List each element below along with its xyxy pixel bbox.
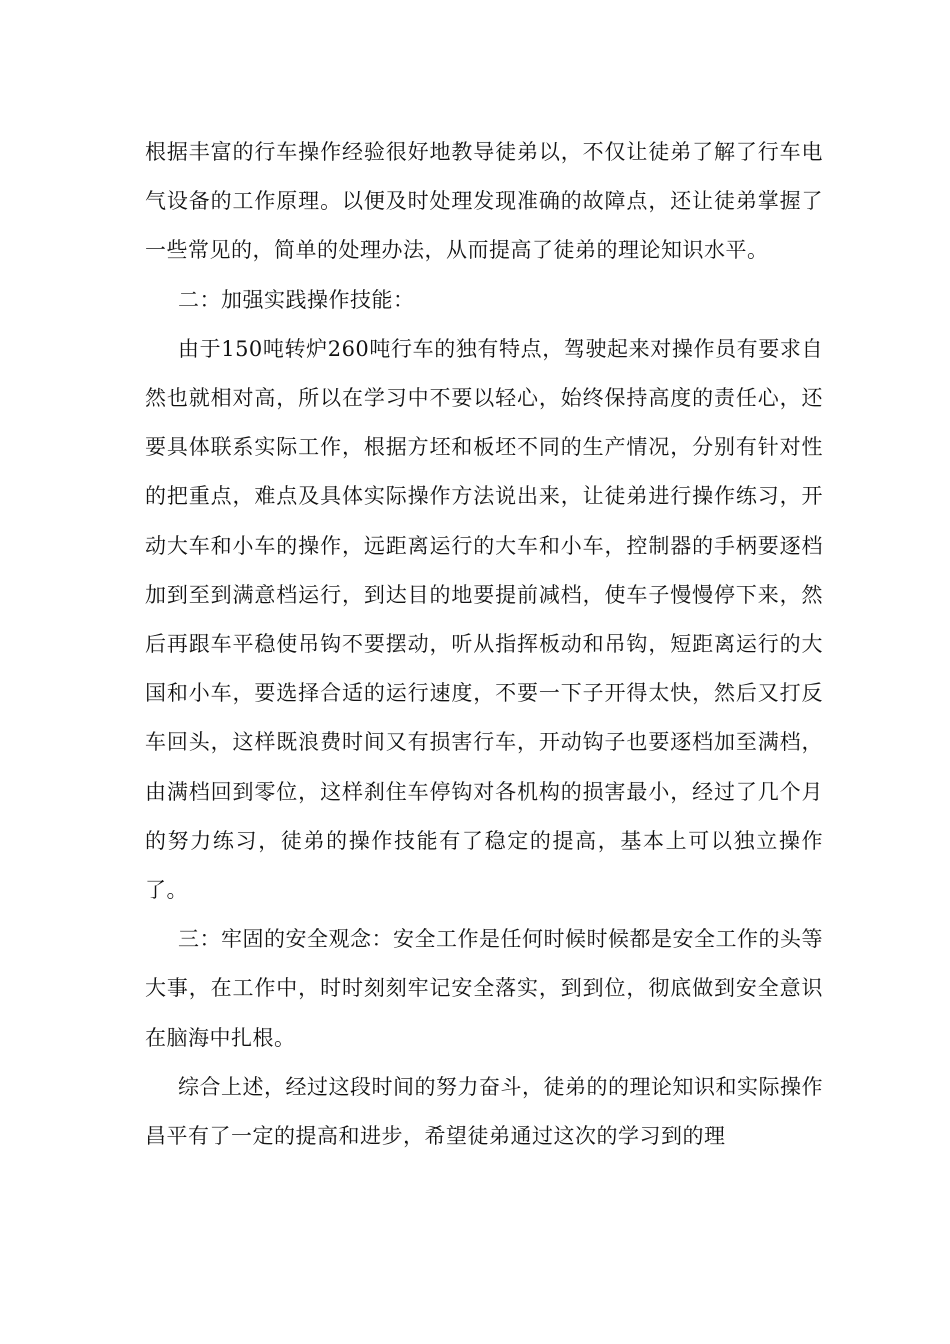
paragraph-theory-knowledge: 根据丰富的行车操作经验很好地教导徒弟以，不仅让徒弟了解了行车电气设备的工作原理。以便及时处理发现准确的故障点，还让徒弟掌握了一些常见的，简单的处理办法，从而提高了徒弟的理论知识水平。	[145, 140, 823, 263]
section-heading-practice-skills: 二：加强实践操作技能：	[178, 287, 415, 312]
document-body	[145, 128, 823, 1161]
paragraph-safety-awareness: 三：牢固的安全观念：安全工作是任何时候时候都是安全工作的头等大事，在工作中，时时刻刻牢记安全落实，到到位，彻底做到安全意识在脑海中扎根。	[145, 927, 823, 1050]
paragraph-summary: 综合上述，经过这段时间的努力奋斗，徒弟的的理论知识和实际操作昌平有了一定的提高和进步，希望徒弟通过这次的学习到的理	[145, 1074, 823, 1149]
paragraph-practice-operation: 由于150吨转炉260吨行车的独有特点，驾驶起来对操作员有要求自然也就相对高，所以在学习中不要以轻心，始终保持高度的责任心，还要具体联系实际工作，根据方坯和板坯不同的生产情况，分别有针对性的把重点，难点及具体实际操作方法说出来，让徒弟进行操作练习，开动大车和小车的操作，远距离运行的大车和小车，控制器的手柄要逐档加到至到满意档运行，到达目的地要提前减档，使车子慢慢停下来，然后再跟车平稳使吊钩不要摆动，听从指挥板动和吊钩，短距离运行的大国和小车，要选择合适的运行速度，不要一下子开得太快，然后又打反车回头，这样既浪费时间又有损害行车，开动钩子也要逐档加至满档，由满档回到零位，这样刹住车停钩对各机构的损害最小，经过了几个月的努力练习，徒弟的操作技能有了稳定的提高，基本上可以独立操作了。	[145, 336, 823, 903]
